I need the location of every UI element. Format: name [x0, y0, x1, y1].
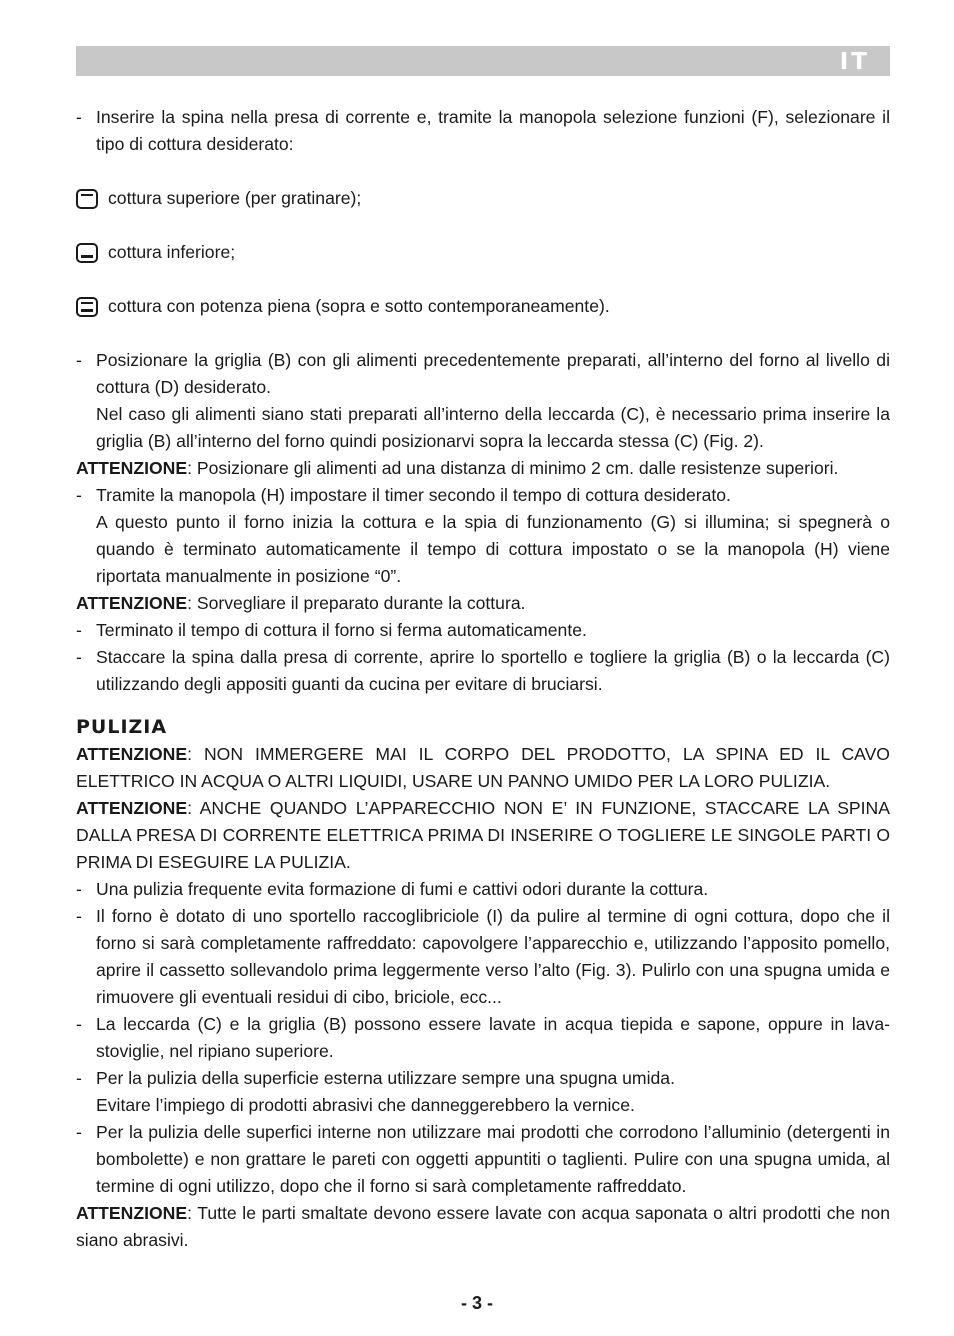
- list-item: - Tramite la manopola (H) impostare il timer secondo il tempo di cottura desiderato.: [76, 485, 731, 505]
- list-item-continuation: Nel caso gli alimenti siano stati preparati all’interno della leccarda (C), è necessario prima inserire la griglia (B) all’interno del forno quindi posizionarvi sopra la leccarda stessa (C) (Fig. 2).: [96, 404, 890, 451]
- warning-note: ATTENZIONE: Posizionare gli alimenti ad una distanza di minimo 2 cm. dalle resistenze superiori.: [76, 458, 839, 478]
- warning-note: ATTENZIONE: Sorvegliare il preparato durante la cottura.: [76, 593, 526, 613]
- list-item: - Per la pulizia della superficie esterna utilizzare sempre una spugna umida.: [76, 1068, 675, 1088]
- list-item: - Una pulizia frequente evita formazione di fumi e cattivi odori durante la cottura.: [76, 879, 709, 899]
- list-item: - Staccare la spina dalla presa di corrente, aprire lo sportello e togliere la griglia (B) o la leccarda (C) utilizzando degli appositi guanti da cucina per evitare di bruciarsi.: [76, 647, 890, 694]
- mode-bottom-heating: [76, 239, 890, 266]
- list-item-continuation: Evitare l’impiego di prodotti abrasivi che danneggerebbero la vernice.: [96, 1095, 635, 1115]
- list-item: - La leccarda (C) e la griglia (B) possono essere lavate in acqua tiepida e sapone, oppure in lava-stoviglie, nel ripiano superiore.: [76, 1014, 890, 1061]
- mode-label: cottura superiore (per gratinare);: [108, 188, 362, 208]
- mode-label: cottura con potenza piena (sopra e sotto contemporaneamente).: [108, 296, 610, 316]
- page-number: - 3 -: [460, 1293, 493, 1313]
- list-item: - Per la pulizia delle superfici interne non utilizzare mai prodotti che corrodono l’alluminio (detergenti in bombolette) e non grattare le pareti con oggetti appuntiti o taglienti. Pulire con una spugna umida, al termine di ogni utilizzo, dopo che il forno si sarà completamente raffreddato.: [76, 1122, 890, 1196]
- header-bar: [76, 46, 890, 76]
- list-item-continuation: A questo punto il forno inizia la cottura e la spia di funzionamento (G) si illumina; si spegnerà o quando è terminato automaticamente il tempo di cottura impostato o se la manopola (H) viene riportata manualmente in posizione “0”.: [96, 512, 890, 586]
- list-item: - Il forno è dotato di uno sportello raccoglibriciole (I) da pulire al termine di ogni cottura, dopo che il forno si sarà completamente raffreddato: capovolgere l’apparecchio e, utilizzando l’apposito pomello, aprire il cassetto sollevandolo prima leggermente verso l’alto (Fig. 3). Pulirlo con una spugna umida e rimuovere gli eventuali residui di cibo, briciole, ecc...: [76, 906, 890, 1007]
- section-title-pulizia: PULIZIA: [76, 716, 168, 738]
- mode-full-heating: [76, 293, 890, 320]
- document-body: [76, 104, 890, 1254]
- language-code: IT: [839, 49, 870, 75]
- top-heating-icon: [76, 189, 98, 209]
- list-item: - Terminato il tempo di cottura il forno si ferma automaticamente.: [76, 620, 587, 640]
- list-item: - Posizionare la griglia (B) con gli alimenti precedentemente preparati, all’interno del forno al livello di cottura (D) desiderato.: [76, 350, 890, 397]
- bottom-heating-icon: [76, 243, 98, 263]
- warning-note: ATTENZIONE: NON IMMERGERE MAI IL CORPO DEL PRODOTTO, LA SPINA ED IL CAVO ELETTRICO IN ACQUA O ALTRI LIQUIDI, USARE UN PANNO UMIDO PER LA LORO PULIZIA.: [76, 744, 890, 791]
- full-heating-icon: [76, 297, 98, 317]
- mode-label: cottura inferiore;: [108, 242, 236, 262]
- warning-note: ATTENZIONE: ANCHE QUANDO L’APPARECCHIO NON E’ IN FUNZIONE, STACCARE LA SPINA DALLA PRESA DI CORRENTE ELETTRICA PRIMA DI INSERIRE O TOGLIERE LE SINGOLE PARTI O PRIMA DI ESEGUIRE LA PULIZIA.: [76, 798, 890, 872]
- warning-note: ATTENZIONE: Tutte le parti smaltate devono essere lavate con acqua saponata o altri prodotti che non siano abrasivi.: [76, 1203, 890, 1250]
- mode-top-heating: [76, 185, 890, 212]
- list-item: - Inserire la spina nella presa di corrente e, tramite la manopola selezione funzioni (F), selezionare il tipo di cottura desiderato:: [76, 107, 890, 154]
